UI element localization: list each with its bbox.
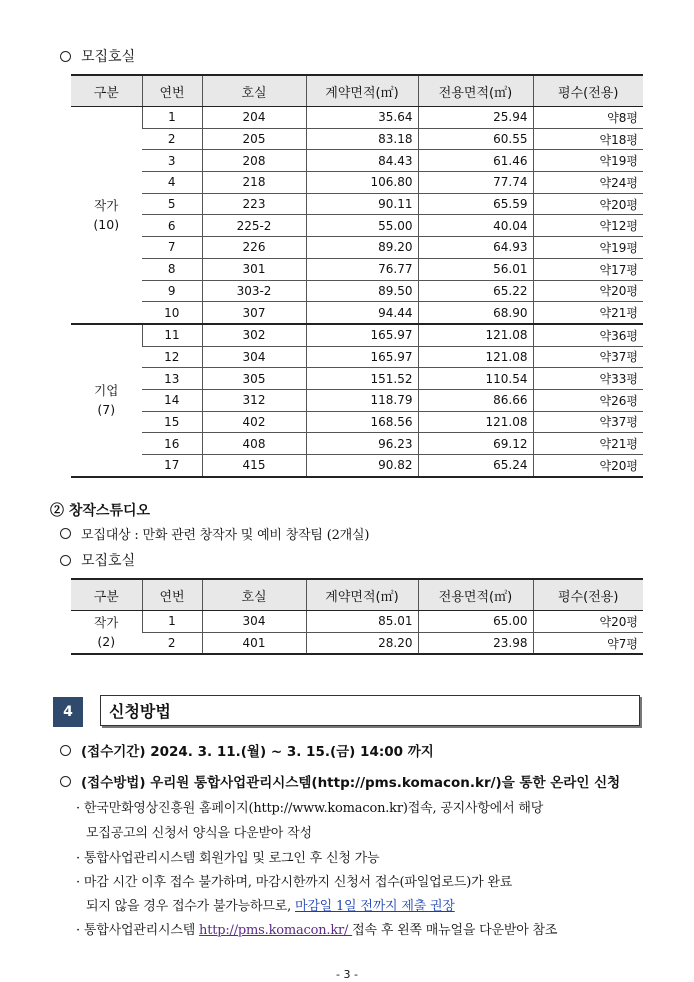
method-item-4-text-a: · 통합사업관리시스템 bbox=[76, 923, 200, 938]
recruit-rooms-heading-2 bbox=[60, 550, 135, 570]
table-cell: 17 bbox=[142, 455, 202, 477]
application-period bbox=[60, 740, 434, 760]
table-row bbox=[71, 258, 643, 280]
table-cell: 약21평 bbox=[533, 433, 643, 455]
table-row bbox=[71, 433, 643, 455]
circle-bullet-icon bbox=[60, 555, 71, 566]
table-row bbox=[71, 107, 643, 129]
table-cell: 106.80 bbox=[306, 172, 418, 194]
circle-bullet-icon bbox=[60, 745, 71, 756]
method-item-1-line-1: · 한국만화영상진흥원 홈페이지(http://www.komacon.kr)접속, 공지사항에서 해당 bbox=[76, 801, 544, 816]
group-count: (7) bbox=[97, 402, 116, 418]
table-row bbox=[71, 193, 643, 215]
table-cell: 약19평 bbox=[533, 237, 643, 259]
table-cell: 65.00 bbox=[418, 611, 533, 633]
column-header: 계약면적(㎡) bbox=[306, 579, 418, 611]
table-row bbox=[71, 455, 643, 477]
table-cell: 415 bbox=[202, 455, 306, 477]
circle-bullet-icon bbox=[60, 528, 71, 539]
column-header: 호실 bbox=[202, 579, 306, 611]
column-header: 연번 bbox=[142, 75, 202, 107]
table-cell: 110.54 bbox=[418, 368, 533, 390]
table-cell: 225-2 bbox=[202, 215, 306, 237]
table-cell: 226 bbox=[202, 237, 306, 259]
table-cell: 약17평 bbox=[533, 258, 643, 280]
table-cell: 55.00 bbox=[306, 215, 418, 237]
recruit-rooms-heading bbox=[60, 46, 135, 66]
table-cell: 7 bbox=[142, 237, 202, 259]
column-header: 평수(전용) bbox=[533, 75, 643, 107]
table-cell: 약7평 bbox=[533, 632, 643, 654]
table-cell: 5 bbox=[142, 193, 202, 215]
table-cell: 76.77 bbox=[306, 258, 418, 280]
table-cell: 303-2 bbox=[202, 280, 306, 302]
table-cell: 약18평 bbox=[533, 128, 643, 150]
application-method-text: (접수방법) 우리원 통합사업관리시스템(http://pms.komacon.kr/)을 통한 온라인 신청 bbox=[81, 775, 621, 791]
table-cell: 2 bbox=[142, 632, 202, 654]
table-cell: 약36평 bbox=[533, 324, 643, 346]
table-cell: 118.79 bbox=[306, 389, 418, 411]
table-cell: 65.59 bbox=[418, 193, 533, 215]
method-item-4 bbox=[76, 919, 557, 938]
rooms-table-1 bbox=[71, 74, 643, 478]
table-row bbox=[71, 237, 643, 259]
table-cell: 65.22 bbox=[418, 280, 533, 302]
table-cell: 401 bbox=[202, 632, 306, 654]
application-method bbox=[60, 771, 620, 791]
table-cell: 약20평 bbox=[533, 193, 643, 215]
column-header: 구분 bbox=[71, 75, 142, 107]
table-cell: 69.12 bbox=[418, 433, 533, 455]
table-cell: 4 bbox=[142, 172, 202, 194]
table-cell: 40.04 bbox=[418, 215, 533, 237]
table-cell: 25.94 bbox=[418, 107, 533, 129]
table-cell: 304 bbox=[202, 611, 306, 633]
column-header: 평수(전용) bbox=[533, 579, 643, 611]
table-row bbox=[71, 280, 643, 302]
table-cell: 61.46 bbox=[418, 150, 533, 172]
table-cell: 151.52 bbox=[306, 368, 418, 390]
table-cell: 90.11 bbox=[306, 193, 418, 215]
table-cell: 121.08 bbox=[418, 346, 533, 368]
table-cell: 204 bbox=[202, 107, 306, 129]
table-row bbox=[71, 215, 643, 237]
table-row bbox=[71, 632, 643, 654]
table-cell: 10 bbox=[142, 302, 202, 324]
table-cell: 301 bbox=[202, 258, 306, 280]
table-cell: 302 bbox=[202, 324, 306, 346]
table-cell: 9 bbox=[142, 280, 202, 302]
table-cell: 305 bbox=[202, 368, 306, 390]
table-cell: 56.01 bbox=[418, 258, 533, 280]
table-cell: 약37평 bbox=[533, 411, 643, 433]
table-cell: 83.18 bbox=[306, 128, 418, 150]
table-row bbox=[71, 128, 643, 150]
table-cell: 약33평 bbox=[533, 368, 643, 390]
column-header: 전용면적(㎡) bbox=[418, 75, 533, 107]
table-cell: 약24평 bbox=[533, 172, 643, 194]
table-cell: 205 bbox=[202, 128, 306, 150]
table-cell: 15 bbox=[142, 411, 202, 433]
column-header: 구분 bbox=[71, 579, 142, 611]
column-header: 연번 bbox=[142, 579, 202, 611]
table-cell: 11 bbox=[142, 324, 202, 346]
table-cell: 16 bbox=[142, 433, 202, 455]
table-row bbox=[71, 389, 643, 411]
table-cell: 약37평 bbox=[533, 346, 643, 368]
column-header: 계약면적(㎡) bbox=[306, 75, 418, 107]
table-cell: 68.90 bbox=[418, 302, 533, 324]
deadline-recommendation-link: 마감일 1일 전까지 제출 권장 bbox=[294, 899, 455, 914]
table-cell: 28.20 bbox=[306, 632, 418, 654]
recruit-rooms-label-2: 모집호실 bbox=[81, 553, 136, 569]
group-label: 작가 bbox=[94, 614, 119, 630]
method-item-3-line-2 bbox=[86, 895, 455, 914]
recruit-target-text: 모집대상 : 만화 관련 창작자 및 예비 창작팀 (2개실) bbox=[81, 528, 370, 543]
table-cell: 77.74 bbox=[418, 172, 533, 194]
method-item-3-text: 되지 않을 경우 접수가 불가능하므로, bbox=[86, 899, 295, 914]
table-cell: 85.01 bbox=[306, 611, 418, 633]
method-item-2: · 통합사업관리시스템 회원가입 및 로그인 후 신청 가능 bbox=[76, 851, 380, 866]
table-cell: 2 bbox=[142, 128, 202, 150]
table-cell: 35.64 bbox=[306, 107, 418, 129]
table-cell: 89.20 bbox=[306, 237, 418, 259]
column-header: 전용면적(㎡) bbox=[418, 579, 533, 611]
section-4-title: 신청방법 bbox=[100, 695, 640, 726]
table-cell: 168.56 bbox=[306, 411, 418, 433]
table-cell: 23.98 bbox=[418, 632, 533, 654]
table-cell: 121.08 bbox=[418, 324, 533, 346]
table-cell: 1 bbox=[142, 611, 202, 633]
table-row bbox=[71, 368, 643, 390]
table-cell: 304 bbox=[202, 346, 306, 368]
table-cell: 약20평 bbox=[533, 455, 643, 477]
pms-link[interactable]: http://pms.komacon.kr/ bbox=[199, 923, 353, 938]
table-row bbox=[71, 172, 643, 194]
table-cell: 307 bbox=[202, 302, 306, 324]
circle-bullet-icon bbox=[60, 51, 71, 62]
table-cell: 약20평 bbox=[533, 280, 643, 302]
table-cell: 96.23 bbox=[306, 433, 418, 455]
table-cell: 312 bbox=[202, 389, 306, 411]
table-cell: 약20평 bbox=[533, 611, 643, 633]
table-cell: 14 bbox=[142, 389, 202, 411]
table-cell: 90.82 bbox=[306, 455, 418, 477]
method-item-4-text-b: 접속 후 왼쪽 매뉴얼을 다운받아 참조 bbox=[352, 923, 558, 938]
table-row bbox=[71, 346, 643, 368]
table-cell: 약19평 bbox=[533, 150, 643, 172]
section-2-title: ② 창작스튜디오 bbox=[50, 503, 151, 519]
table-cell: 약8평 bbox=[533, 107, 643, 129]
table-cell: 86.66 bbox=[418, 389, 533, 411]
table-row bbox=[71, 611, 643, 633]
group-count: (10) bbox=[93, 216, 120, 232]
table-row bbox=[71, 324, 643, 346]
method-item-1-line-2: 모집공고의 신청서 양식을 다운받아 작성 bbox=[86, 826, 312, 841]
table-row bbox=[71, 411, 643, 433]
group-count: (2) bbox=[97, 634, 116, 650]
table-cell: 약12평 bbox=[533, 215, 643, 237]
table-cell: 165.97 bbox=[306, 324, 418, 346]
table-cell: 223 bbox=[202, 193, 306, 215]
table-cell: 1 bbox=[142, 107, 202, 129]
table-row bbox=[71, 150, 643, 172]
table-cell: 8 bbox=[142, 258, 202, 280]
table-cell: 408 bbox=[202, 433, 306, 455]
table-row bbox=[71, 302, 643, 324]
table-cell: 12 bbox=[142, 346, 202, 368]
table-cell: 13 bbox=[142, 368, 202, 390]
group-label-cell bbox=[71, 611, 142, 655]
table-cell: 3 bbox=[142, 150, 202, 172]
group-label-cell bbox=[71, 324, 142, 477]
group-label-cell bbox=[71, 107, 142, 324]
table-cell: 약26평 bbox=[533, 389, 643, 411]
table-cell: 65.24 bbox=[418, 455, 533, 477]
page-number: - 3 - bbox=[336, 968, 358, 981]
column-header: 호실 bbox=[202, 75, 306, 107]
table-cell: 84.43 bbox=[306, 150, 418, 172]
table-cell: 64.93 bbox=[418, 237, 533, 259]
table-cell: 402 bbox=[202, 411, 306, 433]
table-cell: 218 bbox=[202, 172, 306, 194]
recruit-rooms-label: 모집호실 bbox=[81, 49, 136, 65]
table-cell: 60.55 bbox=[418, 128, 533, 150]
group-label: 작가 bbox=[94, 197, 119, 213]
method-item-3-line-1: · 마감 시간 이후 접수 불가하며, 마감시한까지 신청서 접수(파일업로드)가 완료 bbox=[76, 875, 513, 890]
table-cell: 약21평 bbox=[533, 302, 643, 324]
group-label: 기업 bbox=[94, 382, 119, 398]
recruit-target-line bbox=[60, 524, 369, 543]
circle-bullet-icon bbox=[60, 776, 71, 787]
table-cell: 94.44 bbox=[306, 302, 418, 324]
rooms-table-2 bbox=[71, 578, 643, 655]
table-cell: 89.50 bbox=[306, 280, 418, 302]
table-cell: 208 bbox=[202, 150, 306, 172]
application-period-text: (접수기간) 2024. 3. 11.(월) ~ 3. 15.(금) 14:00 까지 bbox=[81, 744, 434, 760]
table-cell: 6 bbox=[142, 215, 202, 237]
table-cell: 121.08 bbox=[418, 411, 533, 433]
table-cell: 165.97 bbox=[306, 346, 418, 368]
section-4-number-badge: 4 bbox=[53, 697, 83, 727]
